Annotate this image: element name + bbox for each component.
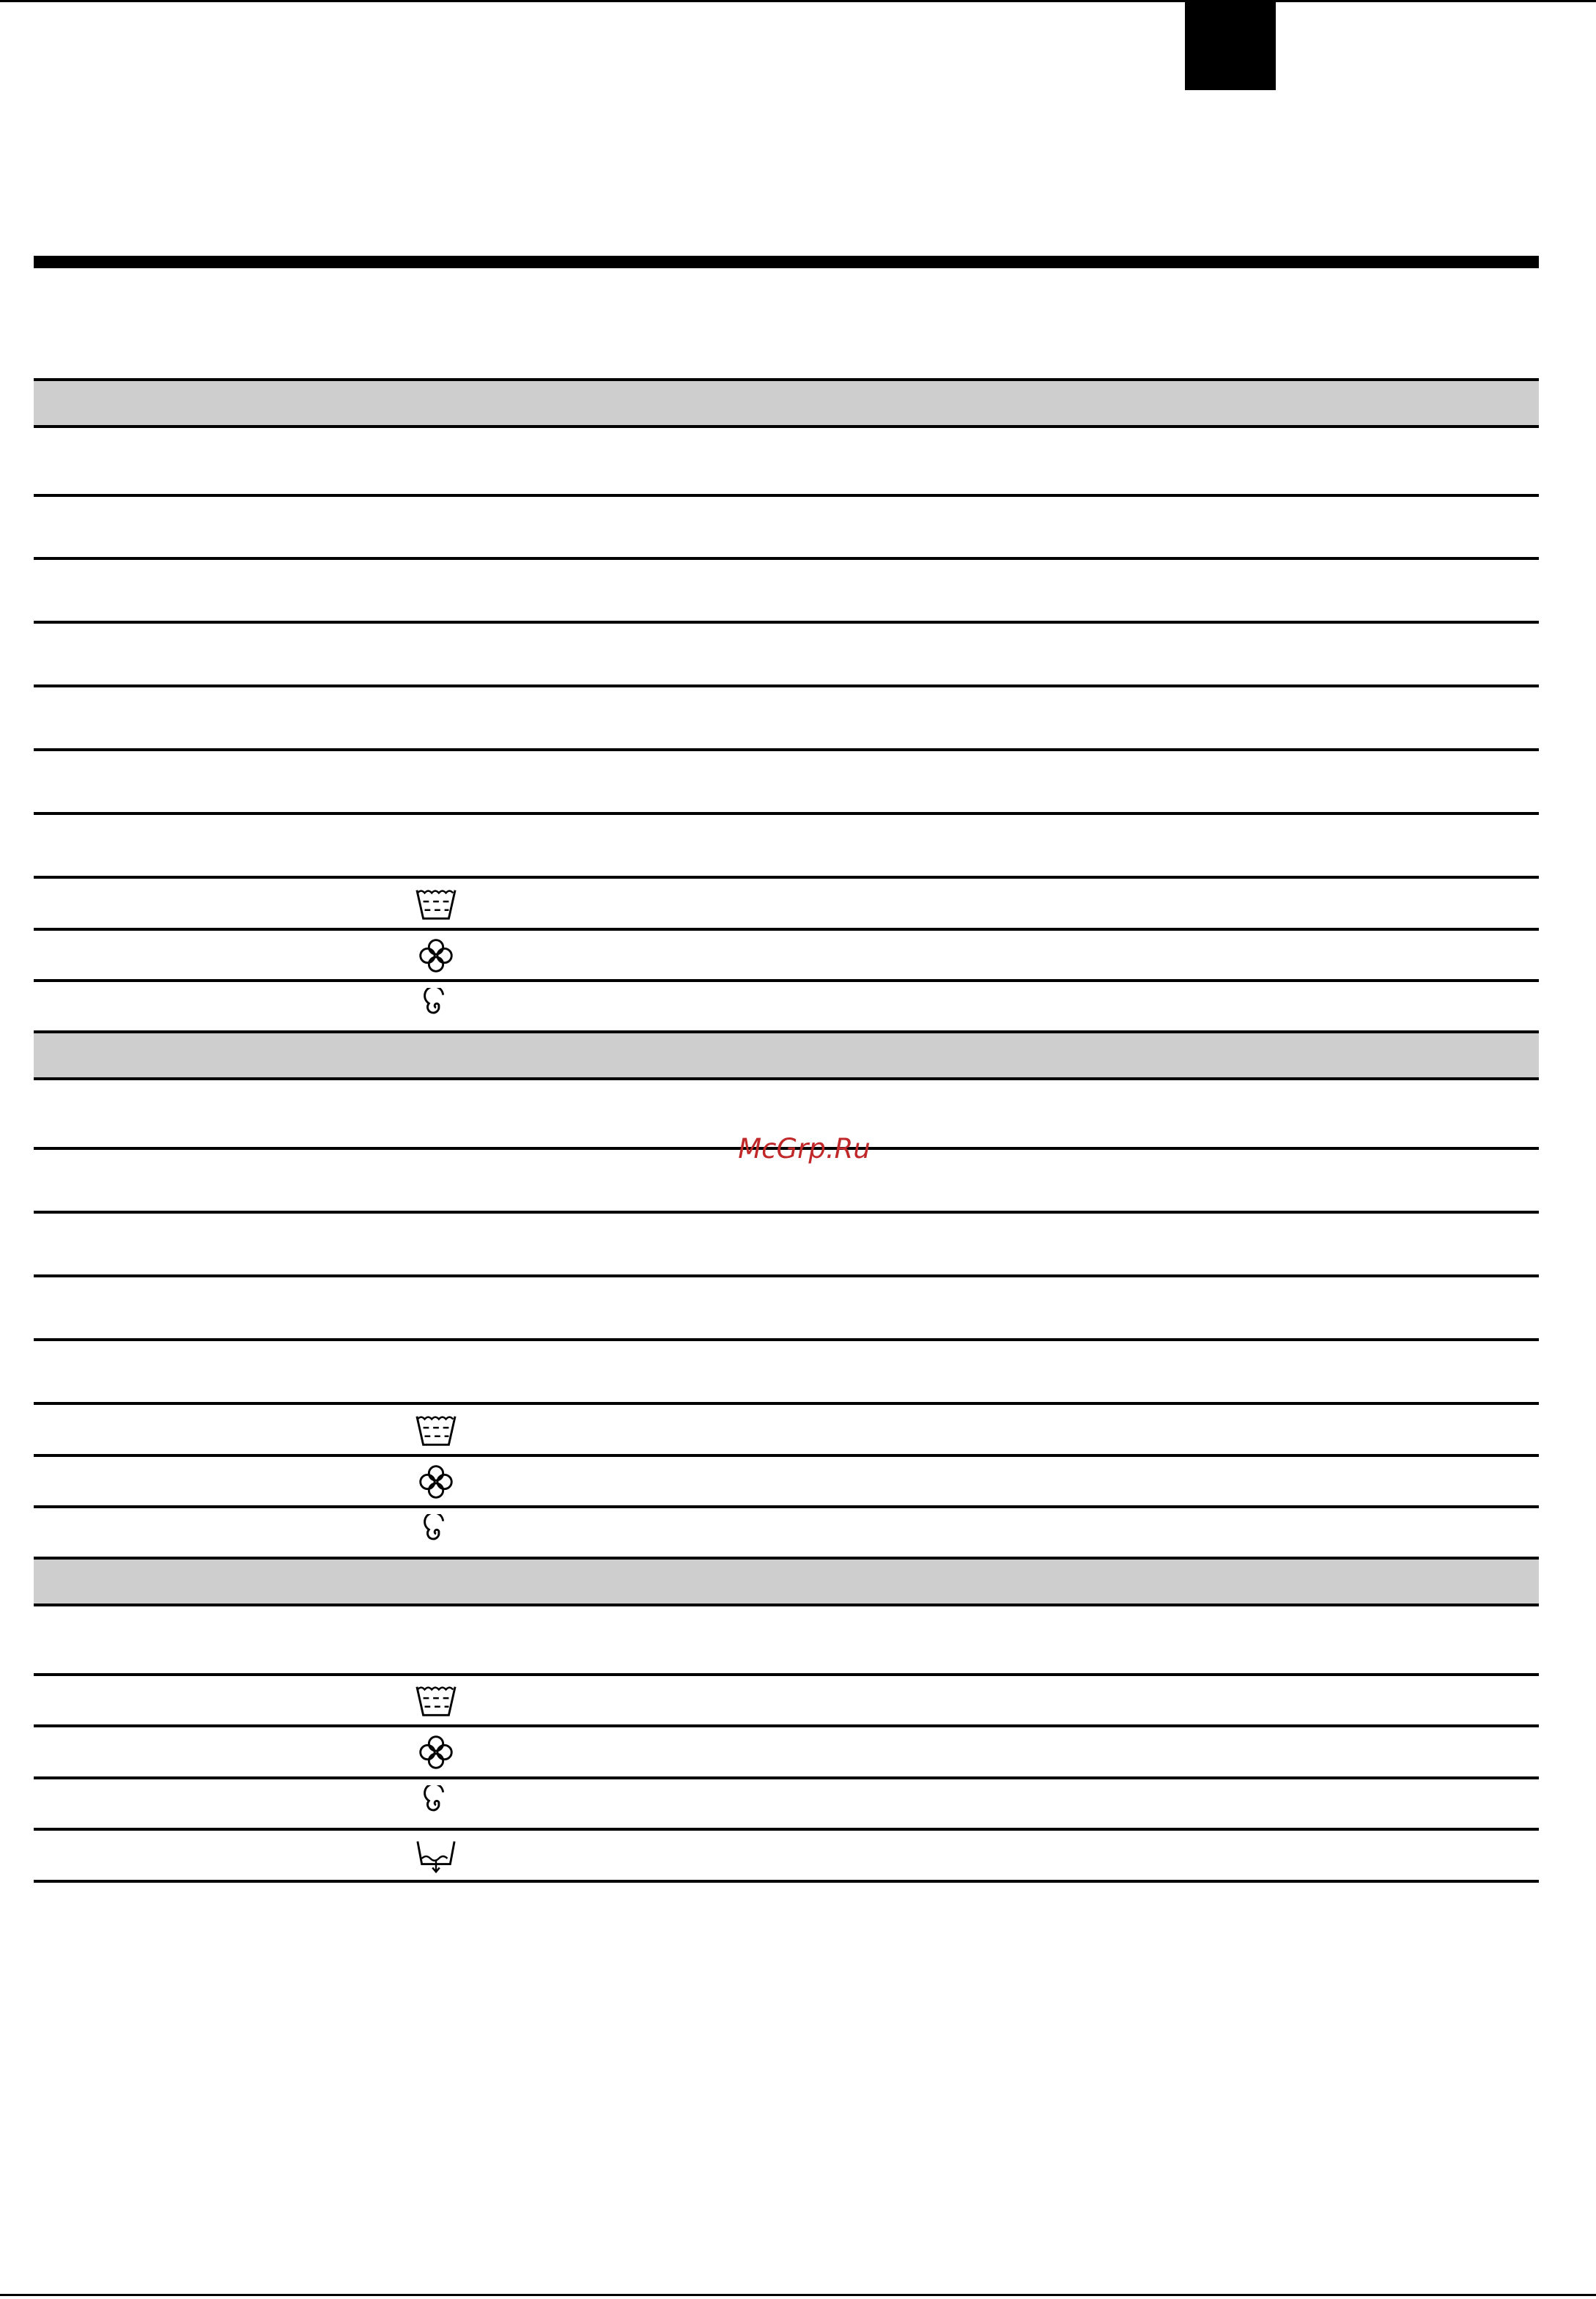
row-divider	[34, 928, 1539, 931]
row-divider	[34, 1776, 1539, 1779]
softener-flower-icon	[381, 931, 491, 979]
wash-tub-icon	[381, 880, 491, 928]
wash-tub-icon	[381, 1677, 491, 1724]
wash-tub-icon	[381, 1406, 491, 1454]
bottom-rule	[0, 2294, 1596, 2296]
row-divider	[34, 1454, 1539, 1457]
row-divider	[34, 1880, 1539, 1883]
row-divider	[34, 1211, 1539, 1214]
row-divider	[34, 684, 1539, 687]
row-divider	[34, 1505, 1539, 1508]
row-divider	[34, 1828, 1539, 1831]
section-header-3	[34, 1557, 1539, 1606]
drain-icon	[381, 1831, 491, 1880]
spin-spiral-icon	[381, 1780, 491, 1828]
section-header-2	[34, 1030, 1539, 1080]
row-divider	[34, 494, 1539, 497]
softener-flower-icon	[381, 1458, 491, 1505]
row-divider	[34, 1724, 1539, 1727]
row-divider	[34, 1402, 1539, 1405]
row-divider	[34, 1673, 1539, 1676]
row-divider	[34, 557, 1539, 560]
row-divider	[34, 876, 1539, 879]
row-divider	[34, 621, 1539, 624]
row-divider	[34, 1338, 1539, 1341]
softener-flower-icon	[381, 1728, 491, 1776]
row-divider	[34, 812, 1539, 815]
row-divider	[34, 1274, 1539, 1277]
row-divider	[34, 979, 1539, 982]
spin-spiral-icon	[381, 983, 491, 1030]
watermark: McGrp.Ru	[738, 1133, 871, 1165]
row-divider	[34, 748, 1539, 751]
section-header-1	[34, 378, 1539, 428]
spin-spiral-icon	[381, 1509, 491, 1557]
